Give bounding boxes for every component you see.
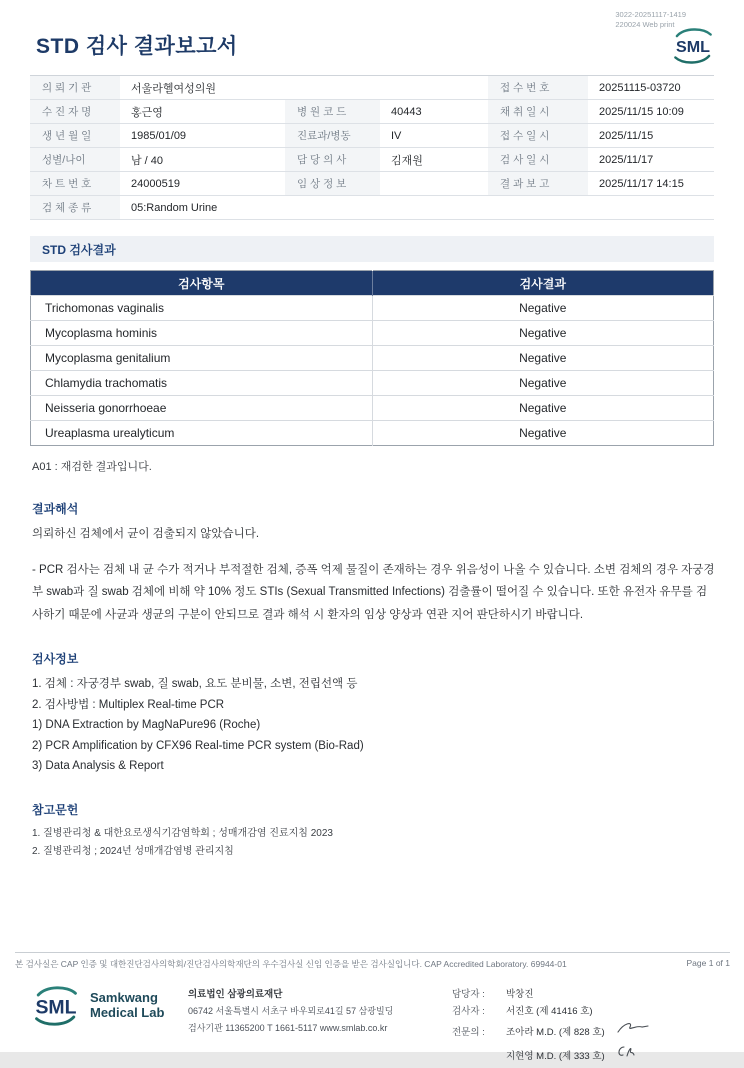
footer-logo-block: [30, 984, 188, 1068]
info-value: 서울라헬여성의원: [120, 76, 488, 100]
page-indicator: Page 1 of 1: [686, 958, 730, 968]
staff-row: [452, 986, 651, 1000]
info-label: 접 수 일 시: [488, 124, 588, 148]
doctor-signature: [615, 1020, 651, 1041]
section-header-bar: [30, 236, 714, 262]
test-info-line: 1. 검체 : 자궁경부 swab, 질 swab, 요도 분비물, 소변, 전립선액 등: [32, 678, 358, 691]
table-row: [31, 421, 714, 446]
staff-row: [452, 1020, 651, 1041]
test-item: Neisseria gonorrhoeae: [31, 396, 373, 421]
page-title: STD 검사 결과보고서: [36, 35, 238, 58]
info-value: IV: [380, 124, 488, 148]
info-row: [30, 76, 714, 100]
lab-address: 06742 서울특별시 서초구 바우뫼로41길 57 삼광빌딩: [188, 1006, 394, 1016]
patient-info-table: [30, 75, 714, 220]
lab-name-english: [90, 991, 164, 1021]
test-item: Trichomonas vaginalis: [31, 296, 373, 321]
test-item: Ureaplasma urealyticum: [31, 421, 373, 446]
reference-line: 1. 질병관리청 & 대한요로생식기감염학회 ; 성매개감염 진료지침 2023: [32, 827, 333, 839]
lab-name-line: Medical Lab: [90, 1004, 165, 1020]
staff-name: 박창진: [506, 989, 534, 1000]
test-result: Negative: [372, 371, 714, 396]
interpretation-detail: - PCR 검사는 검체 내 균 수가 적거나 부적절한 검체, 증폭 억제 물질이 존재하는 경우 위음성이 나올 수 있습니다. 소변 검체의 경우 자궁경부 swab과 질 swab 검체에 비해 약 10% 정도 STIs (Sexual Transmitted Infections) 검출률이 떨어질 수 있습니다. 또한 유전자 유무를 검사하기 때문에 사균과 생균의 구분이 안되므로 결과 해석 시 환자의 임상 양상과 연관 지어 판단하시기 바랍니다.: [32, 564, 715, 621]
staff-row: [452, 1044, 651, 1065]
info-value: 2025/11/17 14:15: [588, 172, 714, 196]
info-row: [30, 100, 714, 124]
footer: [30, 984, 720, 1068]
certification-row: [15, 958, 730, 970]
info-value: 2025/11/15: [588, 124, 714, 148]
certification-text: 본 검사실은 CAP 인증 및 대한진단검사의학회/진단검사의학재단의 우수검사실 신임 인증을 받은 검사실입니다. CAP Accredited Laboratory. 69944-01: [15, 959, 567, 969]
test-info-line: 2. 검사방법 : Multiplex Real-time PCR: [32, 698, 225, 711]
info-label: 접 수 번 호: [488, 76, 588, 100]
staff-role: 검사자 :: [452, 1006, 485, 1017]
test-result: Negative: [372, 346, 714, 371]
staff-name: 서진호 (제 41416 호): [506, 1006, 593, 1017]
lab-org-name: 의료법인 삼광의료재단: [188, 989, 283, 1000]
staff-block: [452, 986, 651, 1068]
table-row: [31, 396, 714, 421]
sml-logo-icon: [30, 984, 82, 1033]
info-label: 성별/나이: [30, 148, 120, 172]
info-value: 2025/11/17: [588, 148, 714, 172]
info-value: 1985/01/09: [120, 124, 285, 148]
test-item: Mycoplasma genitalium: [31, 346, 373, 371]
info-label: 차 트 번 호: [30, 172, 120, 196]
info-label: 의 뢰 기 관: [30, 76, 120, 100]
staff-row: [452, 1003, 651, 1017]
test-item: Mycoplasma hominis: [31, 321, 373, 346]
info-label: 검 사 일 시: [488, 148, 588, 172]
doctor-signature: [615, 1044, 639, 1065]
footer-divider: [15, 952, 730, 953]
info-label: 담 당 의 사: [285, 148, 380, 172]
print-code: 220024 Web print: [615, 20, 675, 30]
staff-role: 전문의 :: [452, 1026, 485, 1038]
test-info-line: 2) PCR Amplification by CFX96 Real-time PCR system (Bio-Rad): [32, 739, 364, 752]
column-header-result: 검사결과: [372, 271, 714, 296]
section-title: STD 검사결과: [42, 242, 116, 257]
interpretation-title: 결과해석: [32, 502, 79, 516]
info-value: [380, 172, 488, 196]
info-value: 24000519: [120, 172, 285, 196]
info-row: [30, 148, 714, 172]
table-row: [31, 321, 714, 346]
column-header-item: 검사항목: [31, 271, 373, 296]
test-result: Negative: [372, 396, 714, 421]
info-value: 05:Random Urine: [120, 196, 714, 220]
reference-line: 2. 질병관리청 ; 2024년 성매개감염병 관리지침: [32, 846, 234, 858]
table-row: [31, 296, 714, 321]
info-label: 결 과 보 고: [488, 172, 588, 196]
info-label: 진료과/병동: [285, 124, 380, 148]
info-row: [30, 196, 714, 220]
test-result: Negative: [372, 321, 714, 346]
staff-name: 조아라 M.D. (제 828 호): [506, 1026, 605, 1038]
references-title: 참고문헌: [32, 802, 79, 817]
recheck-note: A01 : 재검한 결과입니다.: [32, 461, 152, 473]
lab-name-line: Samkwang: [90, 990, 158, 1005]
std-results-table: [30, 270, 714, 446]
info-label: 임 상 정 보: [285, 172, 380, 196]
staff-role: 담당자 :: [452, 989, 485, 1000]
info-label: 수 진 자 명: [30, 100, 120, 124]
info-value: 20251115-03720: [588, 76, 714, 100]
interpretation-summary: 의뢰하신 검체에서 균이 검출되지 않았습니다.: [32, 528, 260, 540]
info-value: 40443: [380, 100, 488, 124]
test-item: Chlamydia trachomatis: [31, 371, 373, 396]
test-info-line: 3) Data Analysis & Report: [32, 760, 164, 773]
info-row: [30, 172, 714, 196]
lab-contact: 검사기관 11365200 T 1661-5117 www.smlab.co.kr: [188, 1023, 388, 1033]
lab-address-block: [188, 986, 450, 1068]
info-value: 김재원: [380, 148, 488, 172]
info-label: 검 체 종 류: [30, 196, 120, 220]
svg-text:SML: SML: [35, 996, 77, 1019]
results-header-row: [31, 271, 714, 296]
test-result: Negative: [372, 296, 714, 321]
info-row: [30, 124, 714, 148]
test-info-line: 1) DNA Extraction by MagNaPure96 (Roche): [32, 719, 261, 732]
table-row: [31, 371, 714, 396]
document-number: 3022-20251117-1419: [615, 10, 686, 19]
info-value: 남 / 40: [120, 148, 285, 172]
info-value: 2025/11/15 10:09: [588, 100, 714, 124]
info-value: 홍근영: [120, 100, 285, 124]
table-row: [31, 346, 714, 371]
info-label: 채 취 일 시: [488, 100, 588, 124]
svg-text:SML: SML: [676, 38, 710, 57]
info-label: 생 년 월 일: [30, 124, 120, 148]
staff-name: 지현영 M.D. (제 333 호): [506, 1050, 605, 1062]
test-info-title: 검사정보: [32, 652, 79, 667]
info-label: 병 원 코 드: [285, 100, 380, 124]
sml-logo-icon: [670, 26, 716, 71]
test-result: Negative: [372, 421, 714, 446]
